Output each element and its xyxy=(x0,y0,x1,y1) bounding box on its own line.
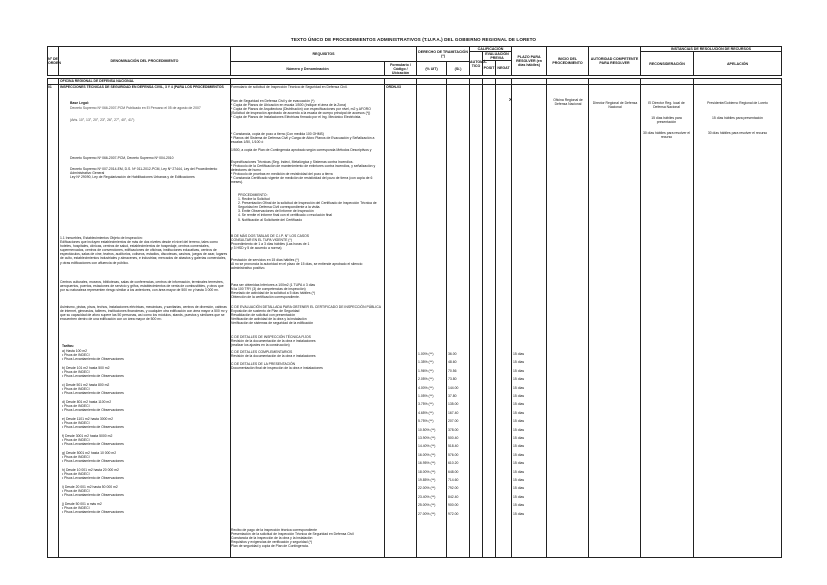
fee-uit-value: 10.50% (**) xyxy=(418,427,436,432)
procedure-scope-2: Centros culturales, museos, bibliotecas, salas de conferencias, centros de información, terminales terrestres, aeropuertos, puertos, estaciones de servicio y grifos, establecimientos de venta de combustibles, y otros que por su naturaleza representen riesgo similar a los anteriores, con área mayor de 500 m² y hasta 3 000 m². xyxy=(60,280,224,293)
fee-uit-value: 2.05% (**) xyxy=(418,377,434,382)
col-divider xyxy=(469,78,470,558)
requirement-12: C DE DETALLES COMPLEMENTARIOS Revisión de la documentación de la obra e instalaciones xyxy=(231,350,316,359)
fee-uit-value: 16.00% (**) xyxy=(418,452,436,457)
requirement-13: C DE DETALLES DE LA PRESENTACIÓN Documentación final de inspección de la obra e instalaciones xyxy=(231,362,323,371)
requirement-1: Formulario de solicitud de Inspección Técnica de Seguridad en Defensa Civil. xyxy=(231,85,348,89)
fee-item: d) Desde 801 m2 hasta 1100 m2 • Pisos de INDECI • Pisos Levantamiento de Observaciones xyxy=(62,400,124,413)
fee-soles-value: 167.40 xyxy=(448,410,459,415)
requirement-9: Para ser obtenidas Inferiores a 100m2 (1 TUPA ó 3 días N la 100 TRY (3) de competencias de inspección) Revelado de actividad de la solicitud a 5 días hábiles (*) Obtención de la certificación correspondiente. xyxy=(231,283,316,300)
col-divider xyxy=(693,78,694,558)
document-title: TEXTO ÚNICO DE PROCEDIMIENTOS ADMINISTRATIVOS (T.U.P.A.) DEL GOBIERNO REGIONAL DE LORETO xyxy=(290,37,537,42)
term-value: 15 días xyxy=(513,494,525,499)
fees-label: Tarifas: xyxy=(62,344,74,348)
start-office: Oficina Regional de Defensa Nacional xyxy=(553,98,583,107)
procedure-scope: 1.1 Inmuebles, Establecimientos Objeto de Inspección: Edificaciones que incluyen establecimientos de más de dos niveles desde el nivel del terreno, tales como hoteles, hospitales, clínicas, centros de salud, establecimientos de hospedaje, centros comerciales, supermercados, centros de convenciones, edificaciones de oficinas, instituciones educativas, centros de espectáculos, salas de cine, teatros, auditorios, coliseos, estadios, discotecas, casinos, juegos de azar, lugares de culto, establecimientos industriales y almacenes, e industrias; mercados de abastos y galerías comerciales, y otras edificaciones con afluencia de público. xyxy=(60,236,228,265)
fee-soles-value: 792.00 xyxy=(448,486,459,491)
requirement-5: Especificaciones Técnicas (Seg. Indeci, Metalúrgica y Sistemas contra Incendios. * Protocolo de la Certificación de mantenimiento de extintores contra incendios, y señalización y detectores de humo * Protocolo de pruebas en medición de resistividad del pozo a tierra * Constancia Certificado vigente de medición de resistividad del pozo de tierra (con copia de 6 meses). xyxy=(231,160,376,185)
requirement-14: Recibo de pago de la inspección técnica correspondiente Presentación de la solicitud de Inspección Técnica de Seguridad en Defensa Civil Constancia de la inspección de la obra y la instalación Requisitos y exigencias de verificación y seguridad (*) Plan de seguridad y copia de Plan de Contingencia. xyxy=(231,528,354,549)
fee-uit-value: 16.95% (**) xyxy=(418,461,436,466)
col-divider xyxy=(588,78,589,558)
term-value: 15 días xyxy=(513,461,525,466)
procedure-scope-3: Asimismo, pistas, pisos, techos, instalaciones eléctricas, mecánicas, y sanitarias, centros de diversión, cabinas de internet, gimnasios, talleres, instituciones financieras, y cualquier otra edificación con área mayor a 500 m² y que su capacidad de aforo supere las 50 personas, así como los módulos, stands, puestos y similares que se encuentren dentro de una edificación con un área mayor de 500 m². xyxy=(60,305,228,322)
term-value: 15 días xyxy=(513,360,525,365)
fee-uit-value: 14.40% (**) xyxy=(418,444,436,449)
competent-authority: Director Regional de Defensa Nacional xyxy=(592,101,638,110)
term-value: 15 días xyxy=(513,503,525,508)
term-value: 15 días xyxy=(513,444,525,449)
col-divider xyxy=(495,78,496,558)
decree-2: Decreto Supremo Nº 007-2014-EM, D.S. Nº 011-2012-PCM, Ley Nº 27444, Ley del Procedimiento Administrativo General xyxy=(70,167,218,176)
header-num: Nº DE ORDEN xyxy=(48,47,59,76)
reconsideration-term: 15 días hábiles para presentación xyxy=(651,116,682,125)
term-value: 15 días xyxy=(513,402,525,407)
fee-soles-value: 610.20 xyxy=(448,461,459,466)
header-req-form: Formulario / Código / Ubicación xyxy=(385,62,417,76)
header-negative: NEGAT xyxy=(496,61,512,76)
fee-item: f) Desde 3001 m2 hasta 5000 m2 • Pisos de INDECI • Pisos Levantamiento de Observaciones xyxy=(62,434,124,447)
procedure-title: INSPECCIONES TÉCNICAS DE SEGURIDAD EN DEFENSA CIVIL, 3 Y 4 (PARA LOS PROCEDIMIENTOS xyxy=(60,85,224,89)
fee-soles-value: 714.60 xyxy=(448,478,459,482)
fee-soles-value: 900.00 xyxy=(448,503,459,508)
header-term: PLAZO PARA RESOLVER (en días hábiles) xyxy=(512,47,547,76)
term-value: 15 días xyxy=(513,410,525,415)
fee-soles-value: 48.60 xyxy=(448,360,457,365)
fee-soles-value: 500.40 xyxy=(448,436,459,440)
header-fee: DERECHO DE TRAMITACIÓN (*) xyxy=(417,47,470,62)
decree-1: Decreto Supremo Nº 066-2007-PCM, Decreto Supremo Nº 004-2010 xyxy=(70,156,174,160)
header-appeal: INSTANCIAS DE RESOLUCIÓN DE RECURSOS xyxy=(641,47,782,52)
fee-soles-value: 37.80 xyxy=(448,394,457,398)
fee-uit-value: 4.65% (**) xyxy=(418,410,434,415)
col-divider xyxy=(482,78,483,558)
header-fee-soles: (S/.) xyxy=(447,62,470,76)
term-value: 15 días xyxy=(513,352,525,356)
fee-uit-value: 13.90% (**) xyxy=(418,436,436,440)
fee-uit-value: 23.40% (**) xyxy=(418,494,436,499)
term-value: 15 días xyxy=(513,427,525,432)
reconsideration-authority: El Director Reg. local de Defensa Nacional xyxy=(648,101,685,110)
requirement-3: * Constancia, copia de pozo a tierra (Con medida 100 OHMS) * Planos del Sistema de Defensa Civil y Carga de Aforo Planos de Evacuación y Señalización a escalas 1/50, 1/100 ó xyxy=(231,132,375,145)
fee-item: h) Desde 10 001 m2 hasta 20 000 m2 • Pisos de INDECI • Pisos Levantamiento de Observaciones xyxy=(62,468,124,481)
fee-uit-value: 18.00% (**) xyxy=(418,469,436,474)
term-value: 15 días xyxy=(513,385,525,390)
fee-uit-value: 25.00% (**) xyxy=(418,503,436,508)
term-value: 15 días xyxy=(513,511,525,516)
term-value: 15 días xyxy=(513,478,525,482)
fee-soles-value: 144.00 xyxy=(448,385,459,390)
fee-uit-value: 5.75% (**) xyxy=(418,419,434,424)
fee-soles-value: 648.00 xyxy=(448,469,459,474)
requirement-11: C DE DETALLES DE INSPECCIÓN TÉCNICA FIJOS Revisión de la documentación de la obra e instalaciones (realizar los ajustes en la construcción) xyxy=(231,335,316,348)
header-fee-uit: (% UIT) xyxy=(417,62,447,76)
appeal-authority: Presidente/Gobierno Regional de Loreto xyxy=(707,101,768,105)
fee-soles-value: 70.56 xyxy=(448,368,457,373)
col-divider xyxy=(546,78,547,558)
fee-item: i) Desde 20 001 m2 hasta 50 000 m2 • Pisos de INDECI • Pisos Levantamiento de Observaciones xyxy=(62,485,124,498)
fee-item: j) Desde 50 001 a más m2 • Pisos de INDECI • Pisos Levantamiento de Observaciones xyxy=(62,502,124,515)
term-value: 15 días xyxy=(513,452,525,457)
header-table xyxy=(47,46,782,76)
fee-uit-value: 1.35% (**) xyxy=(418,360,434,365)
fee-uit-value: 1.00% (**) xyxy=(418,352,434,356)
col-divider xyxy=(384,78,385,558)
fee-soles-value: 576.00 xyxy=(448,452,459,457)
appeal-term: 15 días hábiles para presentación xyxy=(712,116,763,120)
term-value: 15 días xyxy=(513,377,525,382)
legal-base: Decreto Supremo Nº 066-2007-PCM Publicado en El Peruano el 05 de agosto de 2007 xyxy=(70,106,201,110)
fee-uit-value: 3.75% (**) xyxy=(418,402,434,407)
col-divider xyxy=(446,78,447,558)
header-start: INICIO DEL PROCEDIMIENTO xyxy=(547,47,589,76)
term-value: 15 días xyxy=(513,368,525,373)
fee-soles-value: 207.00 xyxy=(448,419,459,424)
term-value: 15 días xyxy=(513,469,525,474)
fee-uit-value: 1.05% (**) xyxy=(418,394,434,398)
header-eval-prev: EVALUACIÓN PREVIA xyxy=(483,52,512,61)
term-value: 15 días xyxy=(513,486,525,491)
fee-item: c) Desde 501 m2 hasta 800 m2 • Pisos de INDECI • Pisos Levantamiento de Observaciones xyxy=(62,383,124,396)
fee-soles-value: 135.00 xyxy=(448,402,459,407)
fee-uit-value: 4.00% (**) xyxy=(418,385,434,390)
legal-base-label: Base Legal: xyxy=(70,101,90,105)
fee-item: g) Desde 5001 m2 hasta 10 000 m2 • Pisos de INDECI • Pisos Levantamiento de Observaciones xyxy=(62,451,124,464)
fee-soles-value: 972.00 xyxy=(448,511,459,516)
header-qualification: CALIFICACIÓN xyxy=(470,47,512,52)
fee-soles-value: 518.40 xyxy=(448,444,459,449)
fee-uit-value: 1.96% (**) xyxy=(418,368,434,373)
fee-item: e) Desde 1101 m2 hasta 3000 m2 • Pisos de INDECI • Pisos Levantamiento de Observaciones xyxy=(62,417,124,430)
negative-check-mark: X xyxy=(509,97,512,102)
decree-3: Ley Nº 29090, Ley de Regularización de Habilitaciones Urbanas y de Edificaciones xyxy=(70,175,195,179)
header-positive: POSIT xyxy=(483,61,496,76)
header-req-number: Número y Denominación xyxy=(231,62,385,76)
fee-soles-value: 73.80 xyxy=(448,377,457,382)
fee-uit-value: 22.00% (**) xyxy=(418,486,436,491)
col-divider xyxy=(640,78,641,558)
term-value: 15 días xyxy=(513,419,525,424)
fee-soles-value: 36.00 xyxy=(448,352,457,356)
fee-soles-value: 378.00 xyxy=(448,427,459,432)
header-reconsideration: RECONSIDERACIÓN xyxy=(641,52,694,76)
appeal-resolve: 30 días hábiles para resolver el recurso xyxy=(707,131,768,135)
section-title: OFICINA REGIONAL DE DEFENSA NACIONAL xyxy=(60,79,135,83)
requirement-2: Plan de Seguridad en Defensa Civil y de evacuación (*) * Copia de Planos de Ubicación en escala 1/500 (Indique el área de la Zona) * Copia de Planos de Arquitectura (Distribución) con especificaciones por nivel, m2 y AFORO (Solicitud de inspección aprobado de acuerdo a la escala de cuerpo principal de accesos (*)) * Copia de Planos de Instalaciones Eléctricas firmado por el Ing. Mecánico Electricista. xyxy=(231,99,371,120)
requirement-4: 1/500, a copia de Plan de Contingencia aprobado según corresponda Métodos Descriptivos y xyxy=(231,148,372,152)
fee-uit-value: 19.85% (**) xyxy=(418,478,436,482)
procedure-number: 01 xyxy=(48,85,52,89)
form-code: ORDN-03 xyxy=(386,85,401,89)
fee-item: b) Desde 101 m2 hasta 500 m2 • Pisos de INDECI • Pisos Levantamiento de Observaciones xyxy=(62,366,124,379)
fee-uit-value: 27.00% (**) xyxy=(418,511,436,516)
reconsideration-resolve: 30 días hábiles para resolver el recurso xyxy=(642,131,691,140)
fee-item: a) Hasta 100 m2 • Pisos de INDECI • Pisos Levantamiento de Observaciones xyxy=(62,349,124,362)
header-requirements: REQUISITOS xyxy=(231,47,417,62)
header-denomination: DENOMINACIÓN DEL PROCEDIMIENTO xyxy=(59,47,231,76)
requirement-10: C DE EVALUACIÓN DETALLADA PARA OBTENER EL CERTIFICADO DE INSPECCIÓN PÚBLICA Exposición de sustento de Plan de Seguridad Revalidación de solicitud con presentación Verificación de actividad de la obra y la instalación Verificación de sistemas de seguridad de la edificación xyxy=(231,305,381,326)
requirement-6: PROCEDIMIENTO: 1. Recibe la Solicitud 2. Presentación Ofinal de la solicitud de Inspección del Certificado de Inspección Técnica de Seguridad en Defensa Civil correspondiente a la visita. 3. Emite Observaciones del Informe de Inspección 4. Se remite el informe final con el certificado o resolución final 5. Notificación al Solicitante del Certificado xyxy=(238,193,377,222)
col-divider xyxy=(58,78,59,558)
header-auto: AUTOMÁ-TICO xyxy=(470,52,483,76)
fee-soles-value: 842.40 xyxy=(448,494,459,499)
header-appeal-sub: APELACIÓN xyxy=(694,52,782,76)
term-value: 15 días xyxy=(513,436,525,440)
col-divider xyxy=(511,78,512,558)
header-authority: AUTORIDAD COMPETENTE PARA RESOLVER xyxy=(589,47,641,76)
term-value: 15 días xyxy=(513,394,525,398)
legal-articles: (Arts. 10°, 13°, 20°, 23°, 26°, 27°, 40°, 41°) xyxy=(70,118,135,122)
requirement-8: Prestación de servicios en 15 días hábiles (*) Al no se pronuncia la autoridad en el plazo de 15 días, se entiende aprobado el silencio administrativo positivo. xyxy=(231,258,363,271)
requirement-7: B DE MÁS DOS TABLAS DE C.I.P. N° LOS CASOS CONSULTAR EN EL TUPA VIGENTE (*) Procedimiento de 1 a 3 días hábiles (Las horas de 1 y 3 HSD y 5 de acuerdo a norma) xyxy=(231,234,310,251)
col-divider xyxy=(416,78,417,558)
